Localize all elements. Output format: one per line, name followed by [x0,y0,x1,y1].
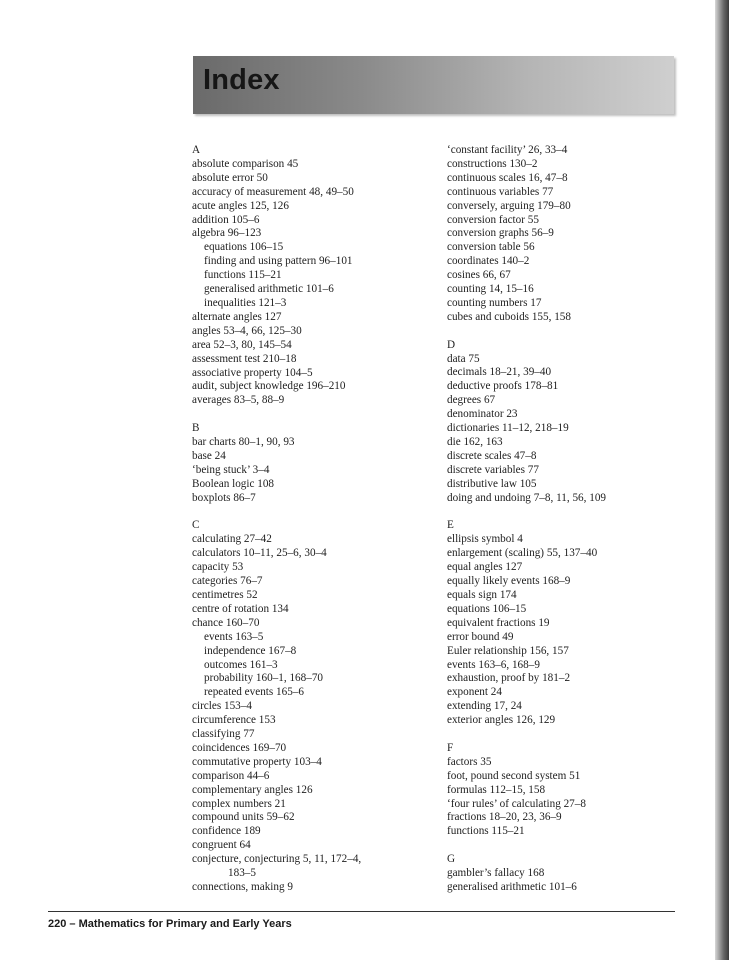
index-entry: conjecture, conjecturing 5, 11, 172–4, [192,853,362,866]
index-entry: counting 14, 15–16 [447,283,534,296]
index-section [447,519,697,728]
index-subentry: 183–5 [228,867,256,880]
index-entry: algebra 96–123 [192,227,262,240]
index-entry: functions 115–21 [447,825,525,838]
index-subentry: outcomes 161–3 [204,658,278,671]
page-edge-shadow [715,0,729,960]
page-footer: 220 – Mathematics for Primary and Early Years [48,918,292,930]
index-entry: compound units 59–62 [192,811,295,824]
section-letter: F [447,741,454,754]
section-letter: A [192,144,201,156]
index-entry: cosines 66, 67 [447,269,511,282]
index-section [447,853,697,895]
index-entry: continuous variables 77 [447,185,554,198]
index-entry: cubes and cuboids 155, 158 [447,310,571,323]
index-entry: coincidences 169–70 [192,741,287,754]
index-entry: coordinates 140–2 [447,255,530,268]
index-entry: equivalent fractions 19 [447,616,550,629]
index-entry: conversion table 56 [447,241,535,254]
index-entry: conversion factor 55 [447,213,539,226]
index-entry: centre of rotation 134 [192,602,289,615]
index-entry: formulas 112–15, 158 [447,783,546,796]
index-entry: factors 35 [447,755,492,768]
section-letter: B [192,422,200,435]
index-entry: connections, making 9 [192,881,293,893]
index-column-right [447,144,697,895]
index-entry: chance 160–70 [192,616,260,629]
index-entry: alternate angles 127 [192,310,282,323]
index-entry: discrete scales 47–8 [447,449,537,462]
index-entry: constructions 130–2 [447,157,538,170]
index-entry: boxplots 86–7 [192,491,256,504]
index-entry: equals sign 174 [447,588,517,601]
index-entry: associative property 104–5 [192,366,313,379]
index-entry: commutative property 103–4 [192,755,322,768]
index-entry: events 163–6, 168–9 [447,658,540,671]
index-entry: doing and undoing 7–8, 11, 56, 109 [447,491,607,504]
index-entry: exterior angles 126, 129 [447,714,556,727]
index-entry: acute angles 125, 126 [192,199,289,212]
page-title: Index [203,64,280,96]
index-entry: confidence 189 [192,825,261,838]
index-entry: accuracy of measurement 48, 49–50 [192,185,354,198]
section-letter: G [447,853,456,866]
index-column-left [192,144,432,895]
section-letter: E [447,519,454,532]
index-entry: equations 106–15 [447,602,527,615]
index-entry: degrees 67 [447,394,496,407]
index-subentry: independence 167–8 [204,644,297,657]
index-subentry: finding and using pattern 96–101 [204,255,353,268]
index-entry: bar charts 80–1, 90, 93 [192,436,295,449]
index-entry: foot, pound second system 51 [447,769,581,782]
index-title-banner [193,56,674,114]
index-entry: data 75 [447,352,480,365]
index-entry: angles 53–4, 66, 125–30 [192,324,302,337]
index-subentry: repeated events 165–6 [204,686,305,699]
index-entry: ellipsis symbol 4 [447,533,523,546]
index-entry: assessment test 210–18 [192,352,297,365]
index-section [447,339,697,506]
index-entry: congruent 64 [192,839,251,852]
index-entry: equal angles 127 [447,561,523,574]
index-entry: enlargement (scaling) 55, 137–40 [447,547,598,560]
index-entry: complementary angles 126 [192,783,313,796]
index-section [192,422,432,505]
index-entry: conversion graphs 56–9 [447,227,554,240]
section-letter: D [447,338,456,351]
index-entry: capacity 53 [192,561,244,574]
index-entry: denominator 23 [447,408,518,421]
index-entry: area 52–3, 80, 145–54 [192,338,292,351]
index-entry: complex numbers 21 [192,797,286,810]
index-subentry: equations 106–15 [204,241,284,254]
index-entry: exhaustion, proof by 181–2 [447,672,571,685]
footer-divider [48,911,675,912]
index-entry: classifying 77 [192,728,255,741]
index-subentry: inequalities 121–3 [204,296,287,309]
index-entry: fractions 18–20, 23, 36–9 [447,811,562,824]
index-entry: continuous scales 16, 47–8 [447,171,568,184]
index-entry: extending 17, 24 [447,700,522,713]
index-entry: exponent 24 [447,686,502,699]
index-entry: Euler relationship 156, 157 [447,644,569,657]
index-entry: die 162, 163 [447,436,503,449]
index-entry: distributive law 105 [447,477,537,490]
index-entry: Boolean logic 108 [192,477,275,490]
index-subentry: generalised arithmetic 101–6 [204,283,334,296]
index-entry: centimetres 52 [192,588,258,601]
index-entry: calculating 27–42 [192,533,272,546]
index-entry: addition 105–6 [192,213,260,226]
index-entry: circles 153–4 [192,700,252,713]
index-entry: ‘constant facility’ 26, 33–4 [447,144,568,156]
index-entry: averages 83–5, 88–9 [192,394,285,407]
index-entry: counting numbers 17 [447,296,542,309]
index-entry: absolute error 50 [192,171,268,184]
index-entry: error bound 49 [447,630,514,643]
index-subentry: functions 115–21 [204,269,282,282]
section-letter: C [192,519,200,532]
index-entry: ‘being stuck’ 3–4 [192,463,270,476]
index-section [447,742,697,839]
index-entry: deductive proofs 178–81 [447,380,559,393]
index-entry: categories 76–7 [192,575,263,588]
index-entry: conversely, arguing 179–80 [447,199,571,212]
index-subentry: probability 160–1, 168–70 [204,672,324,685]
index-entry: comparison 44–6 [192,769,270,782]
index-entry: absolute comparison 45 [192,157,299,170]
index-entry: generalised arithmetic 101–6 [447,880,577,893]
index-section [447,144,697,325]
index-section [192,144,432,408]
index-entry: base 24 [192,449,226,462]
index-entry: calculators 10–11, 25–6, 30–4 [192,547,327,560]
index-section [192,519,432,894]
index-entry: decimals 18–21, 39–40 [447,366,552,379]
index-subentry: events 163–5 [204,630,264,643]
index-entry: equally likely events 168–9 [447,575,571,588]
index-entry: audit, subject knowledge 196–210 [192,380,346,393]
index-entry: ‘four rules’ of calculating 27–8 [447,797,586,810]
index-entry: circumference 153 [192,714,276,727]
index-entry: dictionaries 11–12, 218–19 [447,422,569,435]
index-entry: gambler’s fallacy 168 [447,867,545,880]
index-entry: discrete variables 77 [447,463,539,476]
